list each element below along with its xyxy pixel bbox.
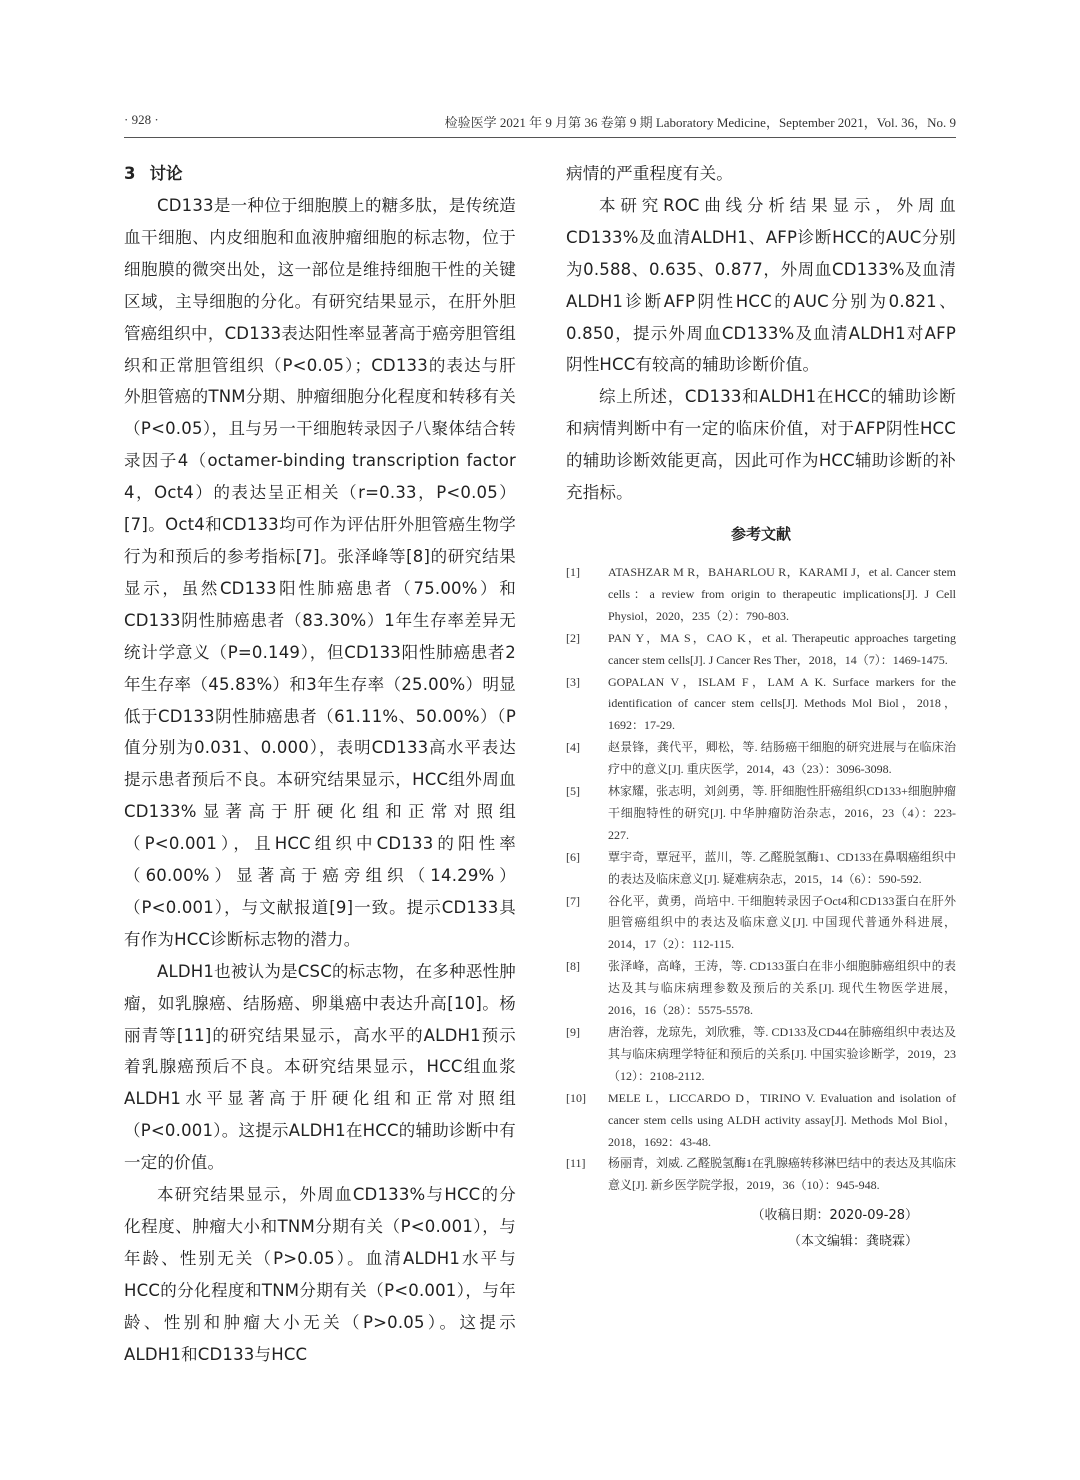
paragraph-clinical: 本研究结果显示，外周血CD133%与HCC的分化程度、肿瘤大小和TNM分期有关（P<0.001），与年龄、性别无关（P>0.05）。血清ALDH1水平与HCC的分化程度和TNM分期有关（P<0.001），与年龄、性别和肿瘤大小无关（P>0.05）。这提示ALDH1和CD133与HCC — [124, 1185, 516, 1364]
reference-text: PAN Y，MA S，CAO K，et al. Therapeutic approaches targeting cancer stem cells[J]. J Cancer Res Ther，2018，14（7）：1469-1475. — [608, 630, 956, 667]
journal-running-title: 检验医学 2021 年 9 月第 36 卷第 9 期 Laboratory Medicine，September 2021，Vol. 36，No. 9 — [444, 115, 956, 130]
section-heading — [124, 158, 516, 190]
reference-list — [566, 562, 956, 1197]
paragraph-aldh1: ALDH1也被认为是CSC的标志物，在多种恶性肿瘤，如乳腺癌、结肠癌、卵巢癌中表达升高[10]。杨丽青等[11]的研究结果显示，高水平的ALDH1预示着乳腺癌预后不良。本研究结果显示，HCC组血浆ALDH1水平显著高于肝硬化组和正常对照组（P<0.001）。这提示ALDH1在HCC的辅助诊断中有一定的价值。 — [124, 961, 516, 1173]
reference-number: [4] — [566, 740, 580, 755]
reference-item — [566, 737, 956, 781]
reference-item — [566, 781, 956, 847]
reference-number: [3] — [566, 674, 580, 689]
left-column — [124, 158, 516, 1371]
reference-number: [5] — [566, 784, 580, 799]
reference-text: 张泽峰，高峰，王涛，等. CD133蛋白在非小细胞肺癌组织中的表达及其与临床病理参数及预后的关系[J]. 现代生物医学进展，2016，16（28）：5575-5578. — [608, 959, 956, 1018]
reference-number: [7] — [566, 893, 580, 908]
paragraph-cd133: CD133是一种位于细胞膜上的糖多肽，是传统造血干细胞、内皮细胞和血液肿瘤细胞的标志物，位于细胞膜的微突出处，这一部位是维持细胞干性的关键区域，主导细胞的分化。有研究结果显示，在肝外胆管癌组织中，CD133表达阳性率显著高于癌旁胆管组织和正常胆管组织（P<0.05）；CD133的表达与肝外胆管癌的TNM分期、肿瘤细胞分化程度和转移有关（P<0.05），且与另一干细胞转录因子八聚体结合转录因子4（octamer-binding transcription factor 4，Oct4）的表达呈正相关（r=0.33，P<0.05）[7]。Oct4和CD133均可作为评估肝外胆管癌生物学行为和预后的参考指标[7]。张泽峰等[8]的研究结果显示，虽然CD133阳性肺癌患者（75.00%）和CD133阴性肺癌患者（83.30%）1年生存率差异无统计学意义（P=0.149），但CD133阳性肺癌患者2年生存率（45.83%）和3年生存率（25.00%）明显低于CD133阴性肺癌患者（61.11%、50.00%）（P值分别为0.031、0.000），表明CD133高水平表达提示患者预后不良。本研究结果显示，HCC组外周血CD133%显著高于肝硬化组和正常对照组（P<0.001），且HCC组织中CD133的阳性率（60.00%）显著高于癌旁组织（14.29%）（P<0.001），与文献报道[9]一致。提示CD133具有作为HCC诊断标志物的潜力。 — [124, 196, 516, 949]
reference-text: 覃宇奇，覃冠平，蓝川，等. 乙醛脱氢酶1、CD133在鼻咽癌组织中的表达及临床意义[J]. 疑难病杂志，2015，14（6）：590-592. — [608, 849, 956, 886]
section-title: 讨论 — [149, 164, 183, 183]
reference-number: [6] — [566, 849, 580, 864]
page-number: · 928 · — [124, 112, 159, 127]
reference-item — [566, 956, 956, 1022]
reference-item — [566, 1088, 956, 1154]
paragraph-continuation: 病情的严重程度有关。 — [566, 164, 733, 183]
reference-text: GOPALAN V，ISLAM F，LAM A K. Surface markers for the identification of cancer stem cells[J]. Methods Mol Biol，2018，1692：17-29. — [608, 674, 956, 733]
reference-item — [566, 1022, 956, 1088]
reference-text: 杨丽青，刘威. 乙醛脱氢酶1在乳腺癌转移淋巴结中的表达及其临床意义[J]. 新乡医学院学报，2019，36（10）：945-948. — [608, 1156, 957, 1193]
paragraph-roc: 本研究ROC曲线分析结果显示，外周血CD133%及血清ALDH1、AFP诊断HCC的AUC分别为0.588、0.635、0.877，外周血CD133%及血清ALDH1诊断AFP阴性HCC的AUC分别为0.821、0.850，提示外周血CD133%及血清ALDH1对AFP阴性HCC有较高的辅助诊断价值。 — [566, 195, 956, 375]
reference-item — [566, 628, 956, 672]
paragraph-conclusion: 综上所述，CD133和ALDH1在HCC的辅助诊断和病情判断中有一定的临床价值，对于AFP阴性HCC的辅助诊断效能更高，因此可作为HCC辅助诊断的补充指标。 — [566, 387, 956, 503]
reference-text: 林家耀，张志明，刘剑勇，等. 肝细胞性肝癌组织CD133+细胞肿瘤干细胞特性的研究[J]. 中华肿瘤防治杂志，2016，23（4）：223-227. — [608, 784, 956, 842]
references-title: 参考文献 — [730, 524, 791, 543]
reference-number: [1] — [566, 564, 580, 579]
reference-item — [566, 891, 956, 957]
received-date: （收稿日期：2020-09-28） — [751, 1208, 918, 1224]
reference-text: 谷化平，黄勇，尚培中. 干细胞转录因子Oct4和CD133蛋白在肝外胆管癌组织中的表达及临床意义[J]. 中国现代普通外科进展，2014，17（2）：112-115. — [608, 893, 956, 952]
reference-item — [566, 1153, 956, 1197]
page-header — [124, 112, 956, 138]
right-column — [566, 158, 956, 1255]
reference-number: [10] — [566, 1090, 586, 1105]
reference-item — [566, 562, 956, 628]
reference-text: 赵景锋，龚代平，卿松，等. 结肠癌干细胞的研究进展与在临床治疗中的意义[J]. 重庆医学，2014，43（23）：3096-3098. — [608, 740, 956, 777]
reference-item — [566, 672, 956, 738]
reference-text: 唐治蓉，龙琼先，刘欣雅，等. CD133及CD44在肺癌组织中表达及其与临床病理学特征和预后的关系[J]. 中国实验诊断学，2019，23（12）：2108-2112. — [608, 1025, 956, 1083]
reference-number: [9] — [566, 1025, 580, 1039]
editor-note: （本文编辑：龚晓霖） — [787, 1234, 918, 1250]
section-number: 3 — [124, 164, 136, 183]
reference-number: [2] — [566, 630, 580, 645]
reference-item — [566, 847, 956, 891]
reference-number: [11] — [566, 1156, 586, 1171]
reference-number: [8] — [566, 959, 580, 974]
reference-text: ATASHZAR M R，BAHARLOU R，KARAMI J，et al. Cancer stem cells：a review from origin to therapeutic implications[J]. J Cell Physiol，2020，235（2）：790-803. — [608, 564, 956, 623]
reference-text: MELE L，LICCARDO D，TIRINO V. Evaluation and isolation of cancer stem cells using ALDH activity assay[J]. Methods Mol Biol，2018，1692：43-48. — [608, 1090, 956, 1149]
